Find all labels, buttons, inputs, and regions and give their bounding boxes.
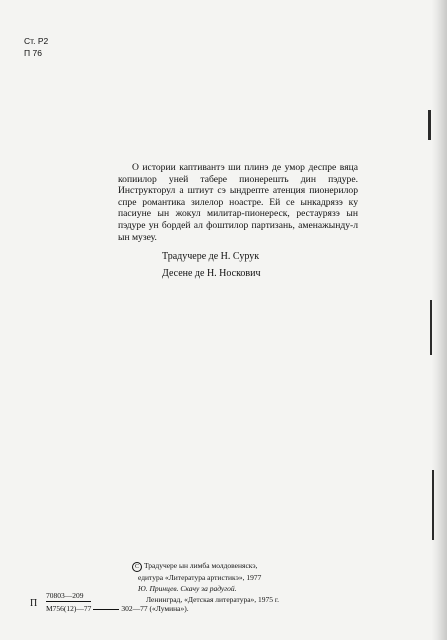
- page-edge-mark: [430, 300, 432, 355]
- copyright-icon: C: [132, 562, 142, 572]
- book-abstract: О истории каптивантэ ши плинэ де умор деспре вяца копиилор уней табере пионерешть дин пэдуре. Инструкторул а штиут сэ ындрепте атенция пионерилор спре романтика зилелор ноастре. Ей се ынкадрязэ ку пасиуне ын жокул милитар-пионереск, рестаурязэ ын пэдуре ун бордей ал фоштилор партизань, аменажындy-л ын музеу.: [118, 162, 358, 243]
- page-edge-mark: [432, 470, 434, 540]
- copyright-line-2: едитура «Литература артистикэ», 1977: [138, 573, 262, 582]
- classification-line-2: П 76: [24, 48, 42, 58]
- page-edge-mark: [428, 110, 431, 140]
- copyright-line-1: [132, 560, 332, 572]
- page-edge-shadow: [431, 0, 447, 640]
- publication-code-prefix: П: [30, 598, 38, 609]
- illustrator-credit: Десене де Н. Носкович: [162, 268, 261, 279]
- code-row: [46, 601, 246, 614]
- original-publisher-line: Ленинград, «Детская литература», 1975 г.: [146, 595, 280, 604]
- classification-code: [24, 35, 48, 59]
- code-suffix: 302—77 («Лумина»).: [121, 604, 189, 613]
- copyright-text-1: Традучере ын лимба молдовеняскэ,: [144, 561, 258, 570]
- classification-line-1: Ст. Р2: [24, 36, 49, 46]
- code-numerator: 70803—209: [46, 591, 84, 600]
- code-dash: [93, 609, 119, 610]
- publication-code: [46, 590, 246, 614]
- code-denominator: М756(12)—77: [46, 601, 91, 614]
- original-title-line: Ю. Принцев. Скачу за радугой.: [138, 584, 237, 593]
- translator-credit: Традучере де Н. Сурук: [162, 251, 260, 262]
